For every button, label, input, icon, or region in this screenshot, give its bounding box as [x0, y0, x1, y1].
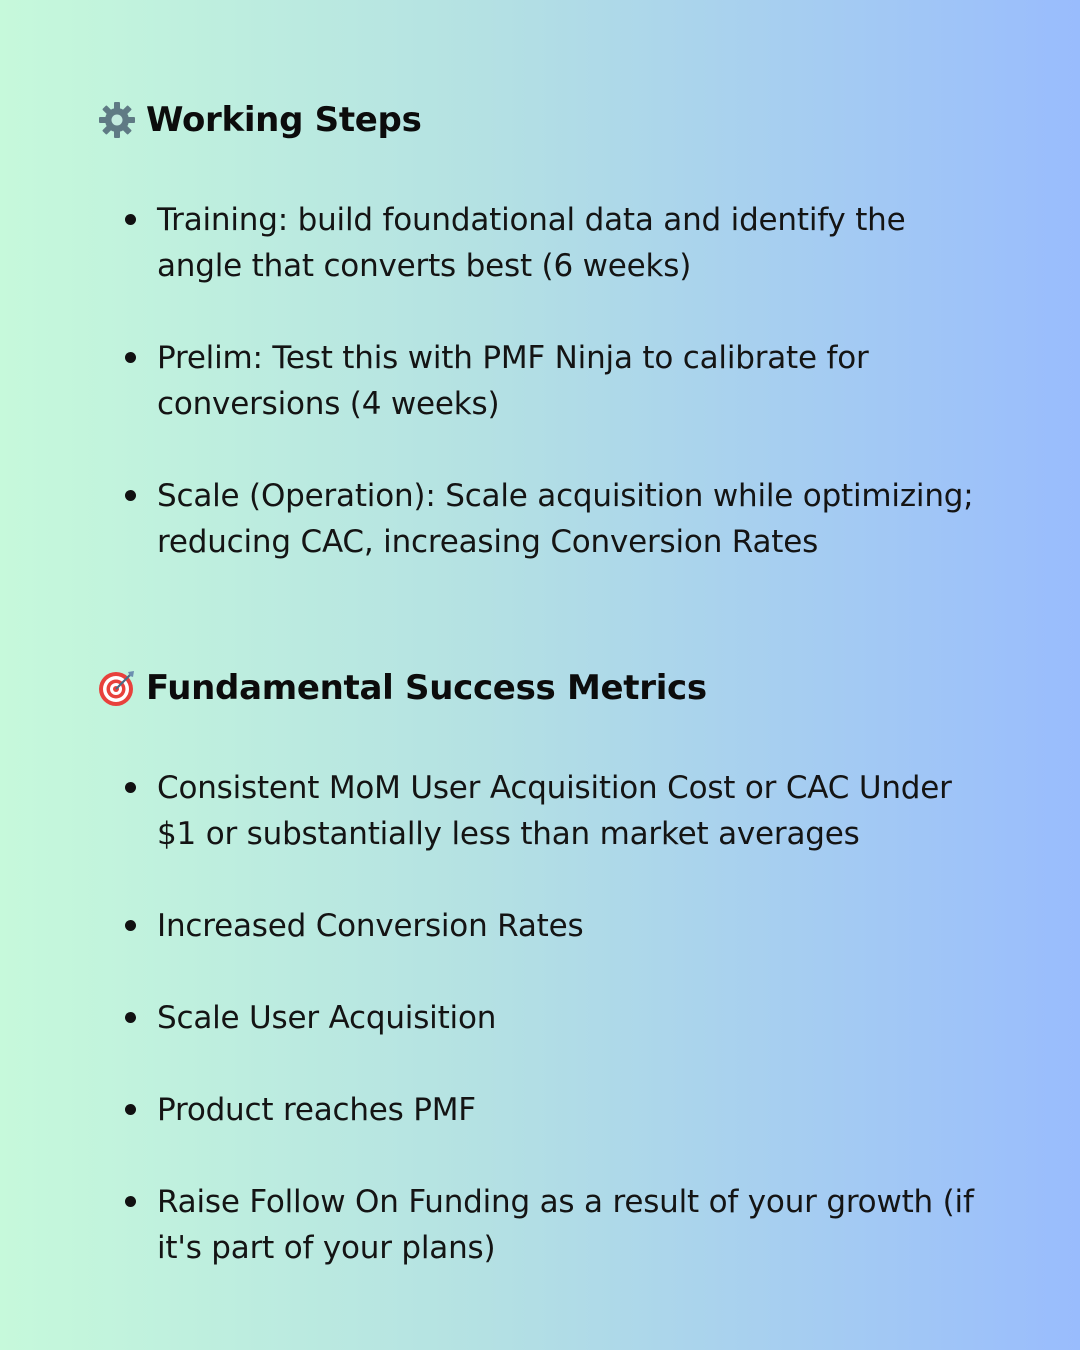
bullet-icon	[125, 214, 136, 225]
bullet-icon	[125, 490, 136, 501]
bullet-icon	[125, 1012, 136, 1023]
success-metrics-title: Fundamental Success Metrics	[146, 668, 707, 708]
bullet-icon	[125, 1196, 136, 1207]
list-item: Training: build foundational data and identify the angle that converts best (6 weeks)	[0, 197, 1080, 289]
list-item: Scale User Acquisition	[0, 995, 1080, 1041]
list-item: Consistent MoM User Acquisition Cost or CAC Under $1 or substantially less than market averages	[0, 765, 1080, 857]
list-item: Increased Conversion Rates	[0, 903, 1080, 949]
success-metrics-list	[0, 765, 1080, 1271]
list-item: Product reaches PMF	[0, 1087, 1080, 1133]
list-item: Raise Follow On Funding as a result of your growth (if it's part of your plans)	[0, 1179, 1080, 1271]
bullet-icon	[125, 352, 136, 363]
bullet-icon	[125, 782, 136, 793]
bullet-icon	[125, 1104, 136, 1115]
list-item: Prelim: Test this with PMF Ninja to calibrate for conversions (4 weeks)	[0, 335, 1080, 427]
success-metrics-heading	[97, 666, 707, 710]
list-item: Scale (Operation): Scale acquisition while optimizing; reducing CAC, increasing Conversion Rates	[0, 473, 1080, 565]
working-steps-list	[0, 197, 1080, 565]
gear-icon	[97, 100, 137, 140]
working-steps-title: Working Steps	[146, 100, 422, 140]
bullet-icon	[125, 920, 136, 931]
target-icon	[97, 668, 137, 708]
working-steps-heading	[97, 98, 422, 142]
